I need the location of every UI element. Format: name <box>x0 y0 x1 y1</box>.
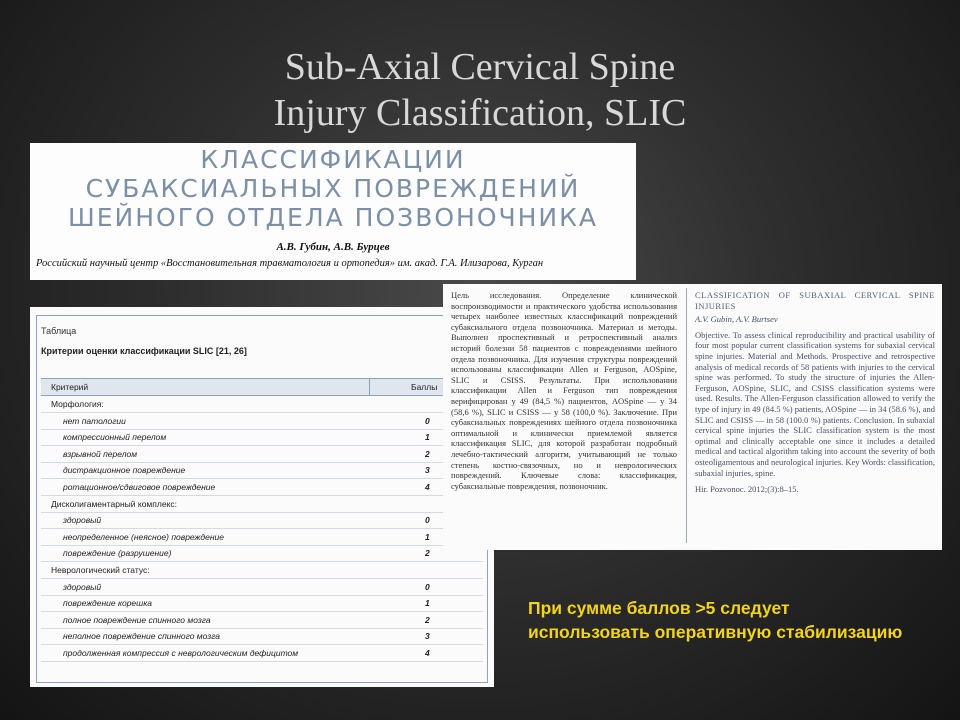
slide-title-line2: Injury Classification, SLIC <box>273 92 687 134</box>
abstract-clipping <box>443 284 942 550</box>
table-row-points: 2 <box>425 614 430 625</box>
table-row-label: неопределенное (неясное) повреждение <box>63 531 224 542</box>
table-row-points: 1 <box>425 531 430 542</box>
table-row-label: повреждение корешка <box>63 598 152 609</box>
table-row-label: Дисколигаментарный комплекс: <box>51 498 177 509</box>
table-section-row <box>41 396 483 413</box>
table-section-row <box>41 562 483 579</box>
table-row <box>41 462 483 479</box>
table-row-points: 2 <box>425 548 430 559</box>
table-row-label: здоровый <box>63 515 102 526</box>
table-caption: Таблица <box>41 326 77 336</box>
article-title-line1: КЛАССИФИКАЦИИ <box>200 145 466 174</box>
abstract-en-authors: A.V. Gubin, A.V. Burtsev <box>695 314 778 325</box>
table-row-label: неполное повреждение спинного мозга <box>63 631 221 642</box>
table-row-points: 1 <box>425 432 430 443</box>
table-header-row <box>41 378 483 396</box>
table-row-points: 4 <box>425 482 430 492</box>
table-row-points: 0 <box>425 581 430 592</box>
table-title: Критерии оценки классификации SLIC [21, 26] <box>41 346 247 356</box>
abstract-divider <box>686 288 687 543</box>
table-row-label: дистракционное повреждение <box>63 465 186 476</box>
table-row-label: компрессионный перелом <box>63 432 167 443</box>
table-row-label: полное повреждение спинного мозга <box>63 614 211 625</box>
table-row-points: 2 <box>425 448 430 459</box>
article-affiliation: Российский научный центр «Восстановительная травматология и ортопедия» им. акад. Г.А. Илизарова, Курган <box>36 258 544 269</box>
table-section-row <box>41 496 483 513</box>
table-row-points: 0 <box>425 515 430 526</box>
table-body <box>41 396 483 678</box>
abstract-ru: Цель исследования. Определение клинической воспроизводимости и практического удобства использования четырех наиболее известных классификаций повреждений субаксиального отдела позвоночника. Материал и методы. Выполнен проспективный и ретроспективный анализ историй болезни 58 пациентов с повреждениями шейного отдела позвоночника. Для изучения структуры повреждений использованы классификации Allen и Ferguson, AOSpine, SLIC и CSISS. Результаты. При использовании классификации Allen и Ferguson тип повреждения верифицирован у 49 (84,5 %) пациентов, AOSpine — у 34 (58,6 %), SLIC и CSISS — у 58 (100,0 %). Заключение. При субаксиальных повреждениях шейного отдела позвоночника оптимальной и клинически приемлемой является классификация SLIC, для которой разработан подробный лечебно-тактический алгоритм, учитывающий не только степень костно-связочных, но и неврологических повреждений. Ключевые слова: классификация, субаксиальные повреждения, позвоночник. <box>451 290 677 491</box>
abstract-en-title: CLASSIFICATION OF SUBAXIAL CERVICAL SPINE INJURIES <box>695 290 935 311</box>
table-row-label: продолженная компрессия с неврологическим дефицитом <box>63 648 299 658</box>
article-title-line2: СУБАКСИАЛЬНЫХ ПОВРЕЖДЕНИЙ <box>85 174 581 203</box>
header-divider <box>369 379 370 395</box>
table-row <box>41 612 483 629</box>
article-title-line3: ШЕЙНОГО ОТДЕЛА ПОЗВОНОЧНИКА <box>67 203 598 232</box>
table-row <box>41 595 483 612</box>
article-authors: А.В. Губин, А.В. Бурцев <box>276 241 390 253</box>
article-header-clipping <box>30 143 636 280</box>
article-title <box>30 145 636 232</box>
table-row-label: Неврологический статус: <box>51 565 150 575</box>
table-row-points: 3 <box>425 631 430 642</box>
abstract-en <box>695 290 935 495</box>
table-row <box>41 579 483 596</box>
table-row-points: 4 <box>425 648 430 658</box>
table-row <box>41 429 483 446</box>
slide-title <box>200 44 760 136</box>
slide-title-line1: Sub-Axial Cervical Spine <box>284 46 676 88</box>
table-row <box>41 545 483 562</box>
table-row-points: 0 <box>425 415 430 426</box>
table-row <box>41 628 483 645</box>
table-row <box>41 529 483 546</box>
table-row-label: здоровый <box>63 581 102 592</box>
score-threshold-note: При сумме баллов >5 следует использовать оперативную стабилизацию <box>528 598 903 642</box>
slic-table-clipping <box>30 307 494 687</box>
table-row-points: 3 <box>425 465 430 476</box>
table-row <box>41 446 483 463</box>
column-header-points: Баллы <box>411 382 438 392</box>
slic-table <box>36 315 488 683</box>
table-row <box>41 645 483 662</box>
column-header-criterion: Критерий <box>51 382 89 392</box>
table-row-label: Морфология: <box>51 399 104 409</box>
table-row <box>41 512 483 529</box>
table-row-label: ротационное/сдвиговое повреждение <box>63 482 216 492</box>
table-row <box>41 479 483 496</box>
table-row <box>41 413 483 430</box>
table-row-label: повреждение (разрушение) <box>63 548 172 559</box>
abstract-en-citation: Hir. Pozvonoc. 2012;(3):8–15. <box>695 484 799 495</box>
table-row-label: взрывной перелом <box>63 448 138 459</box>
table-row-points: 1 <box>425 598 430 609</box>
table-row-label: нет патологии <box>63 415 126 426</box>
abstract-en-text: Objective. To assess clinical reproducibility and practical usability of four most popular current classification systems for subaxial cervical spine injuries. Material and Methods. Prospective and retrospective analysis of medical records of 58 patients with injuries to the cervical spine was performed. To study the structure of injuries the Allen-Ferguson, AOSpine, SLIC, and CSISS classification systems were used. Results. The Allen-Ferguson classification allowed to verify the type of injury in 49 (84.5 %) patients, AOSpine — in 34 (58.6 %), and SLIC and CSISS — in 58 (100.0 %) patients. Conclusion. In subaxial cervical spine injuries the SLIC classification system is the most optimal and clinically acceptable one since it includes a detailed medical and tactical algorithm taking into account the severity of both osteoligamentous and neurological injuries. Key Words: classification, subaxial injuries, spine. <box>695 329 935 478</box>
